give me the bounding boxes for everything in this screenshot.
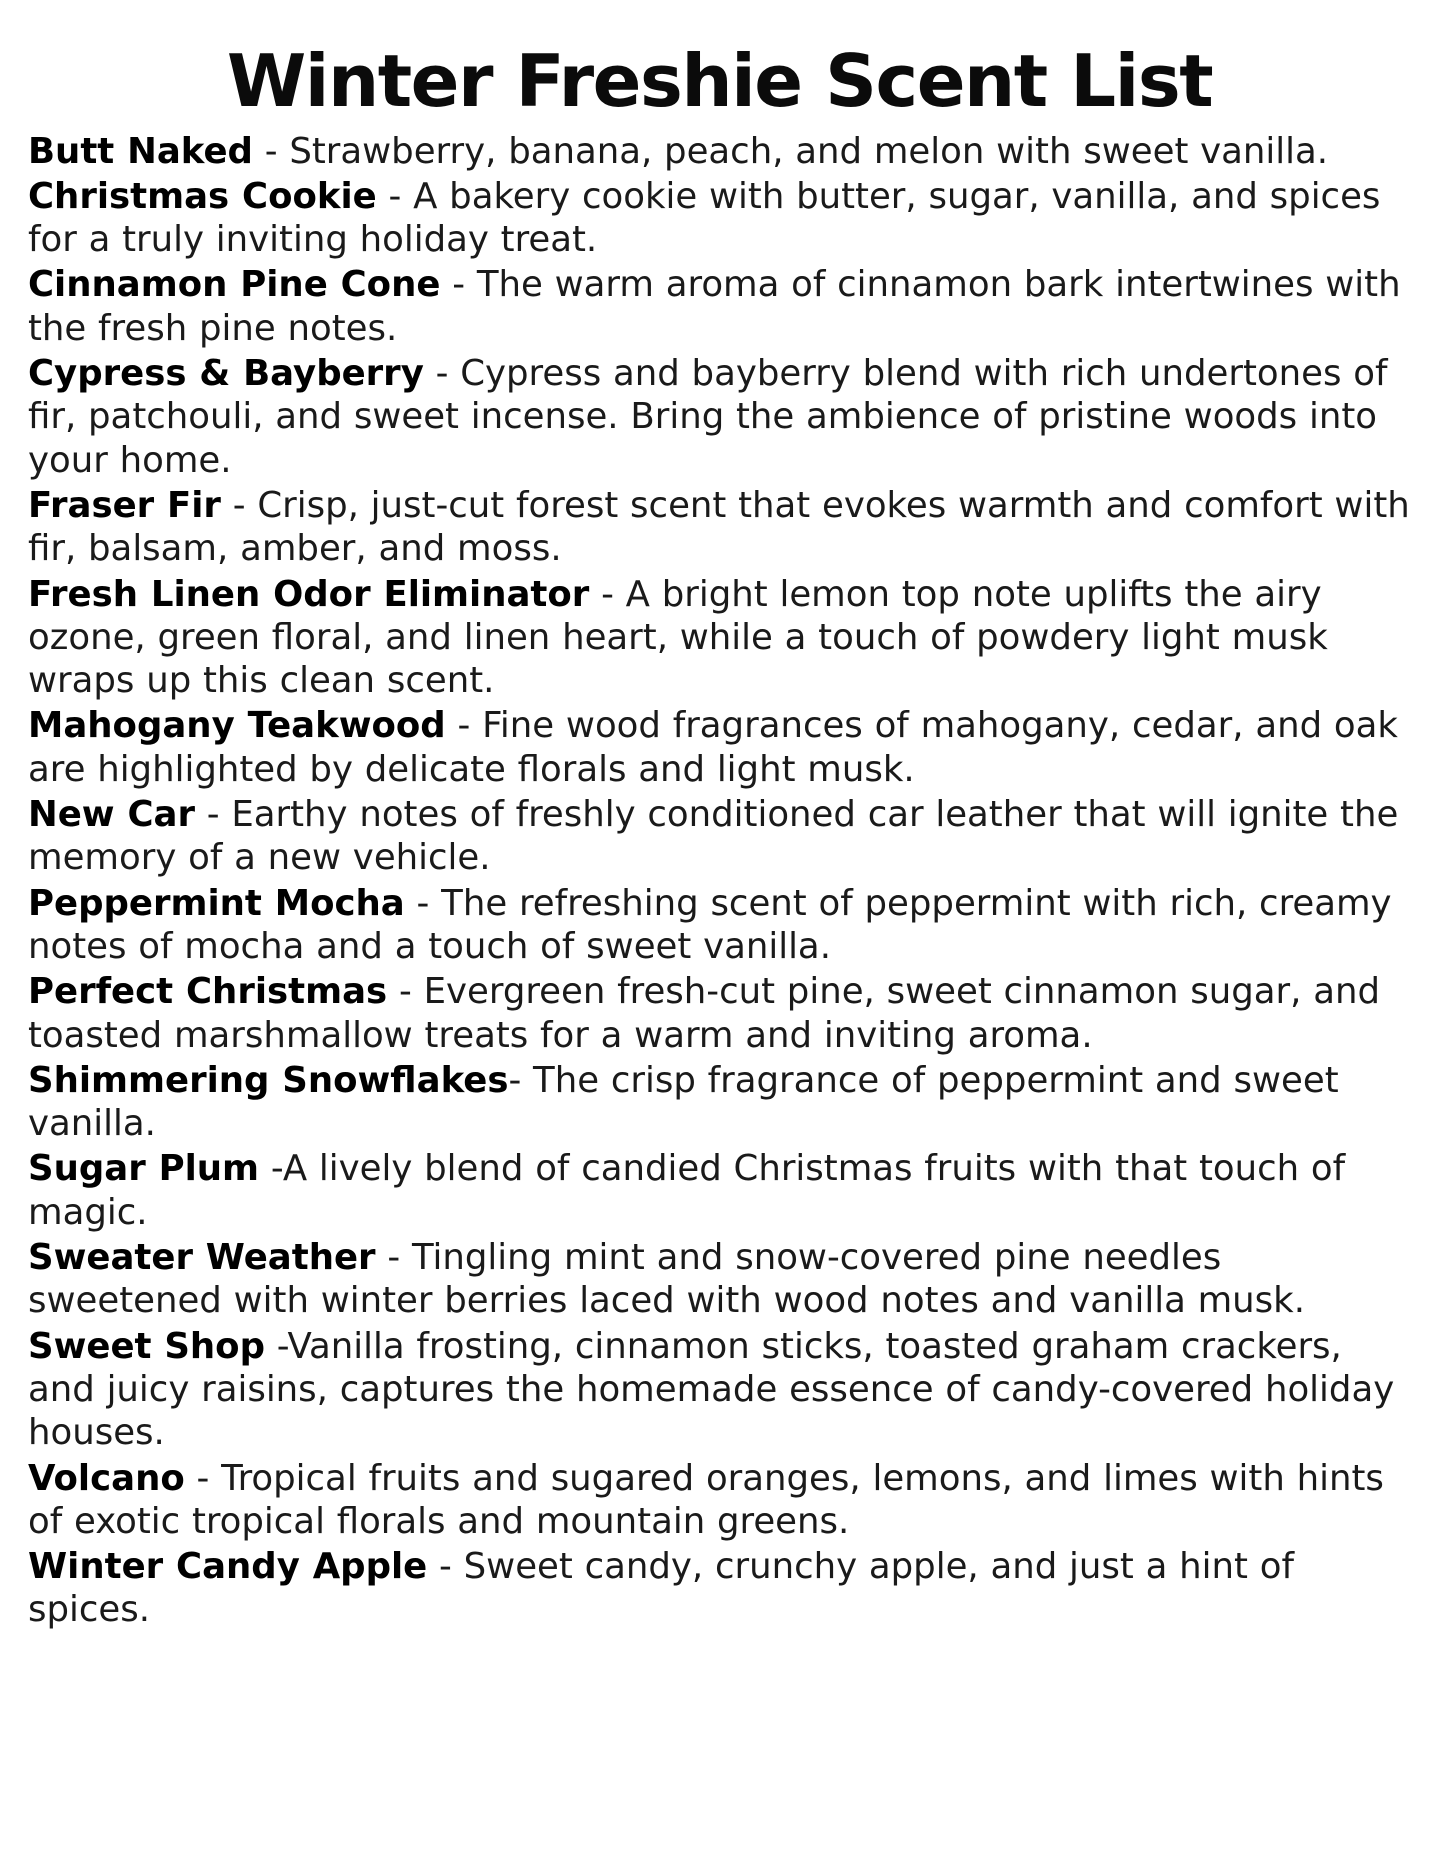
page-title: Winter Freshie Scent List [226, 39, 1213, 123]
list-item [28, 1545, 1411, 1632]
scent-description: -A lively blend of candied Christmas fruits with that touch of magic. [28, 1148, 1346, 1233]
scent-description: - Tropical fruits and sugared oranges, lemons, and limes with hints of exotic tropical florals and mountain greens. [28, 1457, 1384, 1542]
list-item [28, 130, 1411, 173]
scent-name: Butt Naked [28, 130, 253, 172]
scent-name: Sweet Shop [28, 1325, 265, 1367]
scent-name: Peppermint Mocha [28, 882, 405, 924]
list-item [28, 1059, 1411, 1146]
list-item [28, 970, 1411, 1057]
scent-list [28, 130, 1411, 1632]
scent-name: Cypress & Bayberry [28, 353, 424, 395]
scent-name: Shimmering Snowflakes [28, 1059, 509, 1101]
scent-description: - Evergreen fresh-cut pine, sweet cinnamon sugar, and toasted marshmallow treats for a warm and inviting aroma. [28, 971, 1380, 1056]
scent-description: - The warm aroma of cinnamon bark intertwines with the fresh pine notes. [28, 264, 1401, 349]
scent-description: - Sweet candy, crunchy apple, and just a hint of spices. [28, 1546, 1294, 1631]
scent-description: - A bakery cookie with butter, sugar, vanilla, and spices for a truly inviting holiday treat. [28, 175, 1381, 261]
list-item [28, 352, 1411, 482]
list-item [28, 1457, 1411, 1544]
scent-description: - Cypress and bayberry blend with rich undertones of fir, patchouli, and sweet incense. Bring the ambience of pristine woods into your home. [28, 353, 1388, 481]
list-item [28, 484, 1411, 571]
list-item [28, 1236, 1411, 1323]
scent-name: Perfect Christmas [28, 971, 388, 1013]
scent-description: - Fine wood fragrances of mahogany, cedar, and oak are highlighted by delicate florals and light musk. [28, 705, 1398, 790]
list-item [28, 882, 1411, 969]
scent-description: - The crisp fragrance of peppermint and sweet vanilla. [28, 1059, 1339, 1145]
list-item [28, 175, 1411, 262]
scent-name: Cinnamon Pine Cone [28, 264, 441, 306]
list-item [28, 1147, 1411, 1234]
list-item [28, 263, 1411, 350]
list-item [28, 793, 1411, 880]
scent-name: Christmas Cookie [28, 175, 377, 217]
list-item [28, 573, 1411, 703]
scent-description: - Tingling mint and snow-covered pine needles sweetened with winter berries laced with wood notes and vanilla musk. [28, 1237, 1306, 1322]
scent-name: Winter Candy Apple [28, 1546, 428, 1588]
scent-description: - Earthy notes of freshly conditioned car leather that will ignite the memory of a new vehicle. [28, 794, 1399, 879]
list-item [28, 1325, 1411, 1455]
scent-name: Sweater Weather [28, 1237, 376, 1279]
scent-description: - A bright lemon top note uplifts the airy ozone, green floral, and linen heart, while a touch of powdery light musk wraps up this clean scent. [28, 573, 1328, 702]
scent-description: - Strawberry, banana, peach, and melon with sweet vanilla. [252, 130, 1329, 172]
scent-name: Volcano [28, 1457, 185, 1499]
scent-name: Sugar Plum [28, 1148, 260, 1190]
list-item [28, 704, 1411, 791]
scent-description: - Crisp, just-cut forest scent that evokes warmth and comfort with fir, balsam, amber, and moss. [28, 484, 1410, 570]
scent-name: Fraser Fir [28, 484, 221, 526]
scent-description: -Vanilla frosting, cinnamon sticks, toasted graham crackers, and juicy raisins, captures the homemade essence of candy-covered holiday houses. [28, 1325, 1395, 1454]
scent-name: New Car [28, 794, 195, 836]
scent-description: - The refreshing scent of peppermint with rich, creamy notes of mocha and a touch of sweet vanilla. [28, 882, 1392, 967]
scent-name: Mahogany Teakwood [28, 705, 446, 747]
scent-name: Fresh Linen Odor Eliminator [28, 573, 590, 615]
